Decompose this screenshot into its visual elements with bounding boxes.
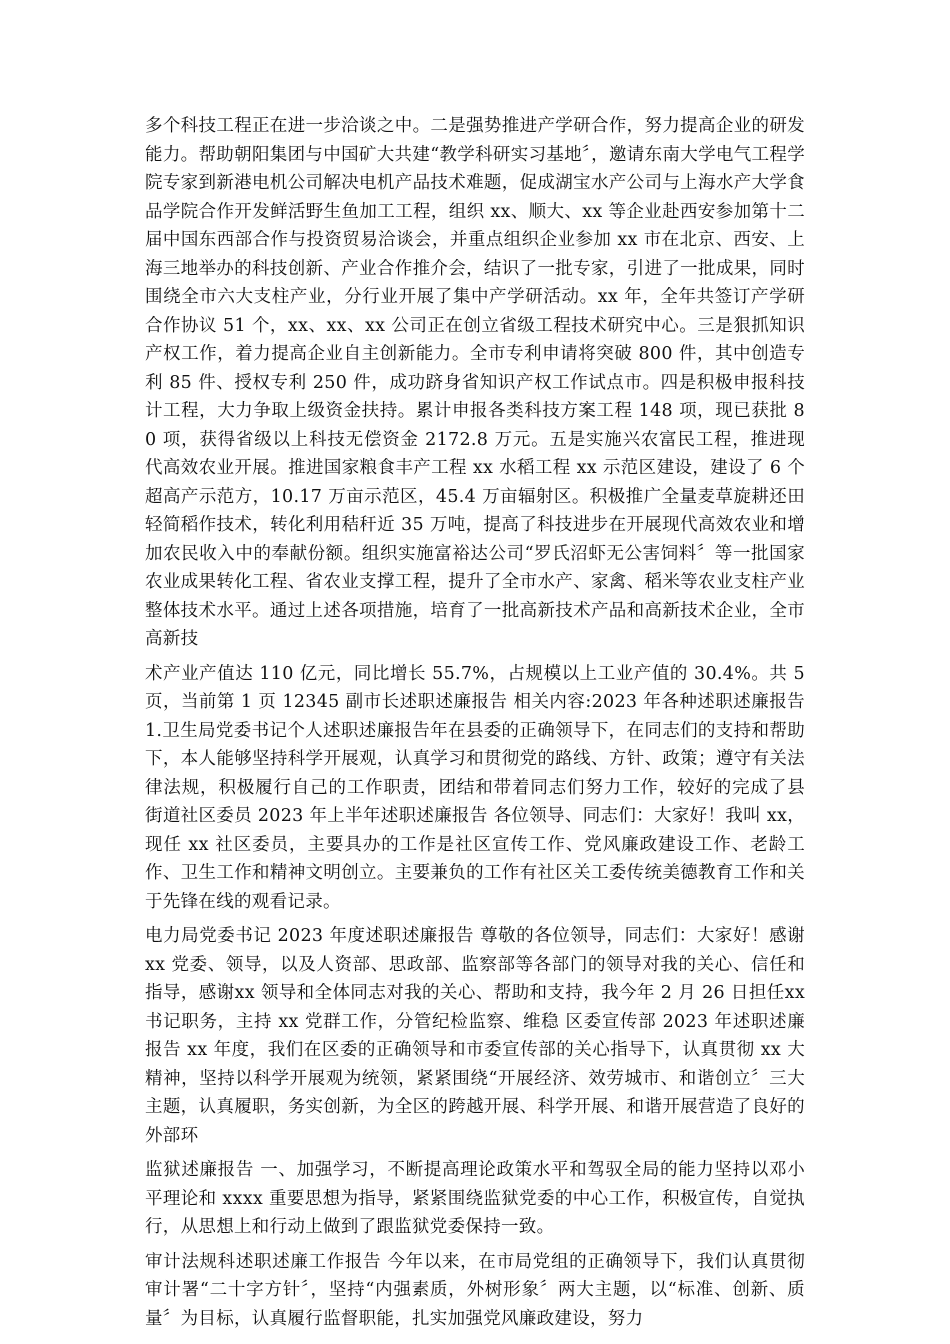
paragraph-health-bureau-report: 术产业产值达 110 亿元，同比增长 55.7%，占规模以上工业产值的 30.4%。共 5 页，当前第 1 页 12345 副市长述职述廉报告 相关内容:2023 年各种述职述廉报告 1.卫生局党委书记个人述职述廉报告年在县委的正确领导下，在同志们的支持和帮助下，本人能够坚持科学开展观，认真学习和贯彻党的路线、方针、政策；遵守有关法律法规，积极履行自己的工作职责，团结和带着同志们努力工作，较好的完成了县 街道社区委员 2023 年上半年述职述廉报告 各位领导、同志们：大家好！我叫 xx，现任 xx 社区委员，主要具办的工作是社区宣传工作、党风廉政建设工作、老龄工作、卫生工作和精神文明创立。主要兼负的工作有社区关工委传统美德教育工作和关于先锋在线的观看记录。 xyxy=(145,663,805,912)
paragraph-power-bureau-report: 电力局党委书记 2023 年度述职述廉报告 尊敬的各位领导，同志们：大家好！感谢 xx 党委、领导，以及人资部、思政部、监察部等各部门的领导对我的关心、信任和指导，感谢xx 领导和全体同志对我的关心、帮助和支持，我今年 2 月 26 日担任xx 书记职务，主持 xx 党群工作，分管纪检监察、维稳 区委宣传部 2023 年述职述廉报告 xx 年度，我们在区委的正确领导和市委宣传部的关心指导下，认真贯彻 xx 大精神，坚持以科学开展观为统领，紧紧围绕“开展经济、效劳城市、和谐创立〞三大主题，认真履职，务实创新，为全区的跨越开展、科学开展、和谐开展营造了良好的外部环 xyxy=(145,926,805,1146)
paragraph-science-projects: 多个科技工程正在进一步洽谈之中。二是强势推进产学研合作，努力提高企业的研发能力。帮助朝阳集团与中国矿大共建“教学科研实习基地〞，邀请东南大学电气工程学院专家到新港电机公司解决电机产品技术难题，促成湖宝水产公司与上海水产大学食品学院合作开发鲜活野生鱼加工工程，组织 xx、顺大、xx 等企业赴西安参加第十二届中国东西部合作与投资贸易洽谈会，并重点组织企业参加 xx 市在北京、西安、上海三地举办的科技创新、产业合作推介会，结识了一批专家，引进了一批成果，同时围绕全市六大支柱产业，分行业开展了集中产学研活动。xx 年，全年共签订产学研合作协议 51 个，xx、xx、xx 公司正在创立省级工程技术研究中心。三是狠抓知识产权工作，着力提高企业自主创新能力。全市专利申请将突破 800 件，其中创造专利 85 件、授权专利 250 件，成功跻身省知识产权工作试点市。四是积极申报科技计工程，大力争取上级资金扶持。累计申报各类科技方案工程 148 项，现已获批 80 项，获得省级以上科技无偿资金 2172.8 万元。五是实施兴农富民工程，推进现代高效农业开展。推进国家粮食丰产工程 xx 水稻工程 xx 示范区建设，建设了 6 个超高产示范方，10.17 万亩示范区，45.4 万亩辐射区。积极推广全量麦草旋耕还田轻简稻作技术，转化利用秸秆近 35 万吨，提高了科技进步在开展现代高效农业和增加农民收入中的奉献份额。组织实施富裕达公司“罗氏沼虾无公害饲料〞等一批国家农业成果转化工程、省农业支撑工程，提升了全市水产、家禽、稻米等农业支柱产业整体技术水平。通过上述各项措施，培育了一批高新技术产品和高新技术企业，全市高新技 xyxy=(145,116,805,649)
document-body xyxy=(145,112,805,1339)
paragraph-audit-report: 审计法规科述职述廉工作报告 今年以来，在市局党组的正确领导下，我们认真贯彻审计署“二十字方针〞，坚持“内强素质，外树形象〞两大主题，以“标准、创新、质量〞为目标，认真履行监督职能，扎实加强党风廉政建设，努力 xyxy=(145,1251,805,1329)
paragraph-prison-report: 监狱述廉报告 一、加强学习，不断提高理论政策水平和驾驭全局的能力坚持以邓小平理论和 xxxx 重要思想为指导，紧紧围绕监狱党委的中心工作，积极宣传，自觉执行，从思想上和行动上做到了跟监狱党委保持一致。 xyxy=(145,1160,805,1237)
